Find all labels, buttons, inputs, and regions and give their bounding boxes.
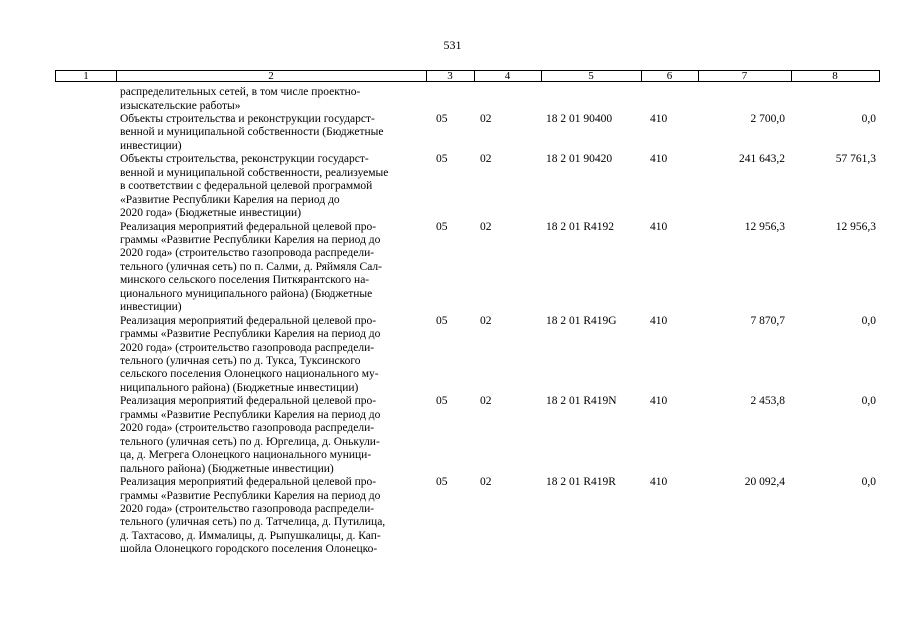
table-row-line [0,247,905,260]
row-description-line: минского сельского поселения Питкярантского на- [120,274,370,287]
row-description-line: венной и муниципальной собственности (Бюджетные [120,126,384,139]
row-description-line: «Развитие Республики Карелия на период до [120,193,340,206]
table-row-line [0,167,905,180]
target-article-code: 18 2 01 90420 [546,153,613,166]
row-description-line: тельного (уличная сеть) по д. Юргелица, д. Онькули- [120,435,380,448]
amount-year-1: 7 870,7 [750,314,785,327]
page-number: 531 [443,38,462,52]
header-col-3: 3 [447,70,453,82]
target-article-code: 18 2 01 R419G [546,314,617,327]
expense-type-code: 410 [650,476,668,488]
subsection-code: 02 [480,314,492,327]
table-row-line [0,368,905,381]
row-description-line: ца, д. Мегрега Олонецкого национального муници- [120,449,372,462]
table-row-line [0,436,905,449]
table-row-line [0,543,905,556]
section-code: 05 [436,112,448,125]
table-row-line [0,449,905,462]
subsection-code: 02 [480,476,492,488]
table-row-line [0,274,905,287]
table-row-line [0,180,905,193]
table-row-line [0,315,905,328]
row-description-line: тельного (уличная сеть) по п. Салми, д. Ряймяля Сал- [120,260,382,273]
table-row-line [0,194,905,207]
amount-year-2: 0,0 [861,314,876,327]
table-row-line [0,113,905,126]
row-description-line: сельского поселения Олонецкого национального му- [120,368,379,381]
expense-type-code: 410 [650,314,668,327]
row-description-line: 2020 года» (строительство газопровода распредели- [120,502,375,515]
subsection-code: 02 [480,153,492,166]
row-description-line: 2020 года» (строительство газопровода распредели- [120,247,375,260]
target-article-code: 18 2 01 R419N [546,395,617,408]
subsection-code: 02 [480,395,492,408]
header-col-7: 7 [741,70,748,82]
table-row-line [0,476,905,489]
row-description-line: пального района) (Бюджетные инвестиции) [120,462,334,475]
row-description-line: изыскательские работы» [120,99,241,112]
header-col-4: 4 [504,70,511,82]
table-row-line [0,395,905,408]
table-row-line [0,100,905,113]
row-description-line: Объекты строительства, реконструкции государст- [120,153,369,166]
amount-year-2: 57 761,3 [835,153,876,166]
section-code: 05 [436,314,448,327]
row-description-line: 2020 года» (Бюджетные инвестиции) [120,207,302,220]
table-row-line [0,301,905,314]
subsection-code: 02 [480,112,492,125]
amount-year-2: 12 956,3 [835,220,876,233]
table-row-line [0,261,905,274]
amount-year-2: 0,0 [861,476,876,488]
row-description-line: в соответствии с федеральной целевой программой [120,180,373,193]
table-row-line [0,355,905,368]
table-row-line [0,207,905,220]
header-col-6: 6 [666,70,673,82]
header-col-8: 8 [832,70,838,82]
amount-year-1: 20 092,4 [744,476,785,488]
table-row-line [0,342,905,355]
row-description-line: инвестиции) [120,139,182,152]
row-description-line: Реализация мероприятий федеральной целевой про- [120,220,377,233]
section-code: 05 [436,153,448,166]
target-article-code: 18 2 01 R4192 [546,220,615,233]
table-row-line [0,503,905,516]
row-description-line: распределительных сетей, в том числе проектно- [120,86,361,98]
amount-year-2: 0,0 [861,112,876,125]
table-row-line [0,382,905,395]
row-description-line: Реализация мероприятий федеральной целевой про- [120,314,377,327]
row-description-line: граммы «Развитие Республики Карелия на период до [120,233,381,246]
table-row-line [0,463,905,476]
section-code: 05 [436,395,448,408]
row-description-line: шойла Олонецкого городского поселения Олонецко- [120,543,378,556]
row-description-line: инвестиции) [120,301,182,314]
row-description-line: тельного (уличная сеть) по д. Татчелица, д. Путилица, [120,516,386,529]
amount-year-1: 2 700,0 [750,112,785,125]
header-col-5: 5 [588,70,594,82]
table-row-line [0,86,905,99]
row-description-line: ционального муниципального района) (Бюджетные [120,287,373,300]
expense-type-code: 410 [650,112,668,125]
table-row-line [0,126,905,139]
row-description-line: граммы «Развитие Республики Карелия на период до [120,408,381,421]
expense-type-code: 410 [650,395,668,408]
table-row-line [0,140,905,153]
table-row-line [0,234,905,247]
row-description-line: Объекты строительства и реконструкции государст- [120,112,375,125]
subsection-code: 02 [480,220,492,233]
row-description-line: тельного (уличная сеть) по д. Тукса, Туксинского [120,355,361,367]
expense-type-code: 410 [650,220,668,233]
amount-year-1: 241 643,2 [739,153,785,166]
section-code: 05 [436,220,448,233]
row-description-line: венной и муниципальной собственности, реализуемые [120,166,389,179]
row-description-line: граммы «Развитие Республики Карелия на период до [120,489,381,502]
table-row-line [0,490,905,503]
row-description-line: ниципального района) (Бюджетные инвестиции) [120,381,359,394]
amount-year-1: 12 956,3 [744,220,785,233]
row-description-line: Реализация мероприятий федеральной целевой про- [120,395,377,408]
row-description-line: граммы «Развитие Республики Карелия на период до [120,328,381,341]
table-row-line [0,328,905,341]
amount-year-2: 0,0 [861,395,876,408]
row-description-line: 2020 года» (строительство газопровода распредели- [120,341,375,354]
row-description-line: Реализация мероприятий федеральной целевой про- [120,476,377,488]
table-row-line [0,153,905,166]
amount-year-1: 2 453,8 [750,395,785,408]
header-col-1: 1 [83,70,89,82]
table-row-line [0,530,905,543]
table-row-line [0,221,905,234]
expense-type-code: 410 [650,153,668,166]
header-col-2: 2 [268,70,274,82]
row-description-line: д. Тахтасово, д. Иммалицы, д. Рыпушкалицы, д. Кап- [120,529,381,542]
table-row-line [0,409,905,422]
target-article-code: 18 2 01 90400 [546,112,613,125]
target-article-code: 18 2 01 R419R [546,476,616,488]
table-row-line [0,422,905,435]
row-description-line: 2020 года» (строительство газопровода распредели- [120,422,375,435]
table-row-line [0,516,905,529]
section-code: 05 [436,476,448,488]
table-row-line [0,288,905,301]
